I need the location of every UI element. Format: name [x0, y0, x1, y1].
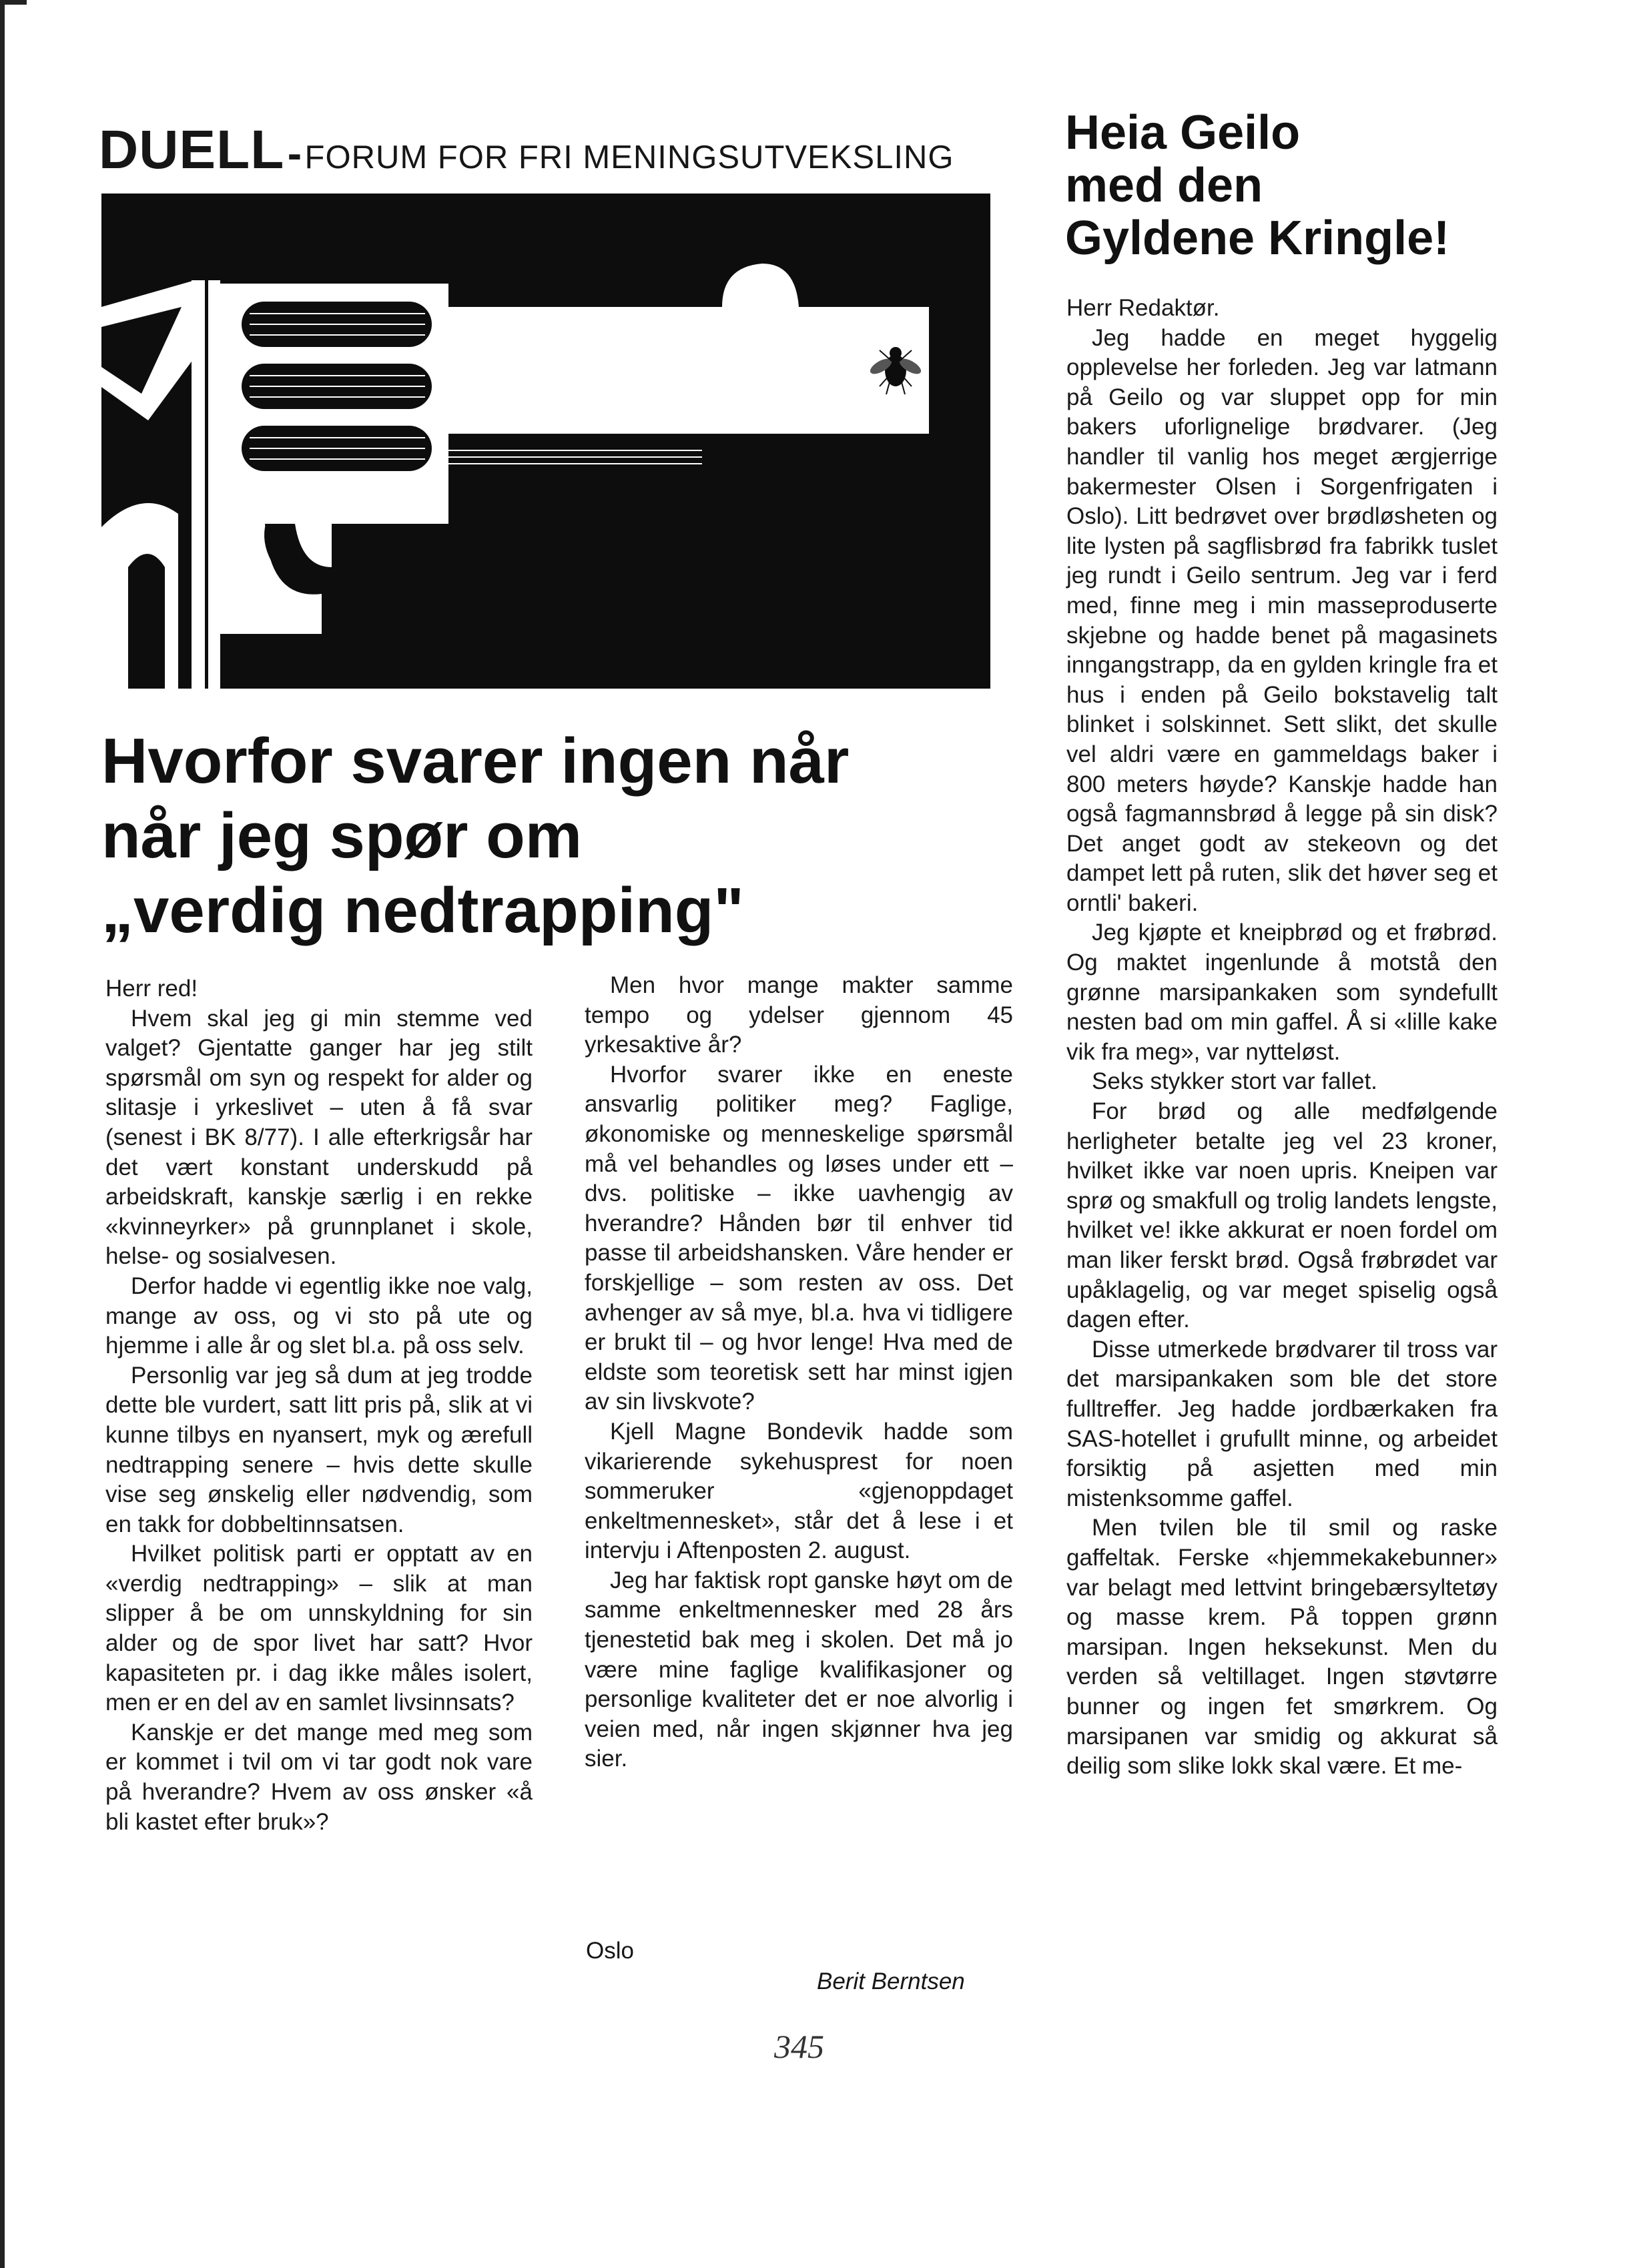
side-article-column — [1066, 294, 1498, 1782]
page-edge-top — [0, 0, 27, 5]
side-title-line: Heia Geilo — [1065, 106, 1301, 159]
section-dash: - — [287, 129, 302, 177]
section-brand: DUELL — [99, 119, 285, 180]
salutation: Herr Redaktør. — [1066, 295, 1220, 321]
side-title-line: Gyldene Kringle! — [1065, 212, 1450, 265]
main-title-line: Hvorfor svarer ingen når — [101, 725, 850, 797]
paragraph: Kanskje er det mange med meg som er kommet i tvil om vi tar godt nok vare på hverandre? Hvem av oss ønsker «å bli kastet efter bruk»? — [105, 1719, 533, 1835]
paragraph: Hvorfor svarer ikke en eneste ansvarlig politiker meg? Faglige, økonomiske og menneskelige spørsmål må vel behandles og løses under ett – dvs. politiske – ikke uavhengig av hverandre? Hånden bør til enhver tid passe til arbeidshansken. Våre hender er forskjellige – som resten av oss. Det avhenger av så mye, bl.a. hva vi tidligere er brukt til – og hvor lenge! Hva med de eldste som teoretisk sett har minst igjen av sin livskvote? — [585, 1061, 1013, 1415]
paragraph: Seks stykker stort var fallet. — [1092, 1068, 1377, 1095]
page-number: 345 — [774, 2028, 824, 2065]
section-subtitle: FORUM FOR FRI MENINGSUTVEKSLING — [304, 139, 954, 175]
paragraph: Kjell Magne Bondevik hadde som vikarierende sykehusprest for noen sommeruker «gjenoppdaget enkeltmennesket», står det å lese i et intervju i Aftenposten 2. august. — [585, 1418, 1013, 1564]
side-title-line: med den — [1065, 159, 1263, 212]
paragraph: Disse utmerkede brødvarer til tross var det marsipankaken som ble det store fulltreffer. Jeg hadde jordbærkaken fra SAS-hotellet i grufullt minne, og arbeidet forsiktig på asjetten med min mistenksomme gaffel. — [1066, 1336, 1498, 1511]
revolver-fly-illustration — [101, 194, 990, 689]
main-title-line: „verdig nedtrapping" — [101, 875, 744, 946]
paragraph: For brød og alle medfølgende herligheter betalte jeg vel 23 kroner, hvilket ikke var noen upris. Kneipen var sprø og smakfull og trolig landets lengste, hvilket ve! ikke akkurat er noen fordel om man liker ferskt brød. Også frøbrødet var upåklagelig, og var meget spiselig også dagen efter. — [1066, 1098, 1498, 1333]
paragraph: Hvem skal jeg gi min stemme ved valget? Gjentatte ganger har jeg stilt spørsmål om syn og respekt for alder og slitasje i yrkeslivet – uten å få svar (senest i BK 8/77). I alle efterkrigsår har det vært konstant underskudd på arbeidskraft, kanskje særlig i en rekke «kvinneyrker» på grunnplanet i skole, helse- og sosialvesen. — [105, 1005, 533, 1270]
paragraph: Men tvilen ble til smil og raske gaffeltak. Ferske «hjemmekakebunner» var belagt med lettvint bringebærsyltetøy og masse krem. På toppen grønn marsipan. Ingen heksekunst. Men du verden så veltillaget. Ingen støvtørre bunner og ingen fet smørkrem. Og marsipanen var smidig og akkurat så deilig som slike lokk skal være. Et me- — [1066, 1515, 1498, 1780]
paragraph: Hvilket politisk parti er opptatt av en «verdig nedtrapping» – slik at man slipper å be om unnskyldning for sin alder og de spor livet har satt? Hvor kapasiteten pr. i dag ikke måles isolert, men er en del av en samlet livsinnsats? — [105, 1541, 533, 1716]
salutation: Herr red! — [105, 976, 198, 1002]
side-article-title — [1065, 107, 1532, 265]
paragraph: Jeg kjøpte et kneipbrød og et frøbrød. Og maktet ingenlunde å motstå den grønne marsipankaken som syndefullt nesten bad om min gaffel. Å si «lille kake vik fra meg», var nytteløst. — [1066, 919, 1498, 1065]
paragraph: Personlig var jeg så dum at jeg trodde dette ble vurdert, satt litt pris på, slik at vi kunne tilbys en nyansert, myk og ærefull nedtrapping senere – hvis dette skulle vise seg ønskelig eller nødvendig, som en takk for dobbeltinnsatsen. — [105, 1362, 533, 1537]
section-heading — [99, 119, 1020, 181]
letter-place: Oslo — [586, 1938, 634, 1964]
main-article-title — [101, 724, 1036, 948]
main-article-column-2 — [585, 971, 1013, 1774]
paragraph: Men hvor mange makter samme tempo og ydelser gjennom 45 yrkesaktive år? — [585, 972, 1013, 1058]
main-title-line: når jeg spør om — [101, 800, 583, 871]
paragraph: Derfor hadde vi egentlig ikke noe valg, mange av oss, og vi sto på ute og hjemme i alle år og slet bl.a. på oss selv. — [105, 1272, 533, 1359]
paragraph: Jeg har faktisk ropt ganske høyt om de samme enkeltmennesker med 28 års tjenestetid bak meg i skolen. Det må jo være mine faglige kvalifikasjoner og personlige kvaliteter det er noe alvorlig i veien med, når ingen skjønner hva jeg sier. — [585, 1567, 1013, 1772]
author-signature: Berit Berntsen — [817, 1968, 965, 1994]
paragraph: Jeg hadde en meget hyggelig opplevelse her forleden. Jeg var latmann på Geilo og var sluppet opp for min bakers uforlignelige brødvarer. (Jeg handler til vanlig hos meget ærgjerrige bakermester Olsen i Sorgenfrigaten i Oslo). Litt bedrøvet over brødløsheten og lite lysten på sagflisbrød fra fabrikk tuslet jeg rundt i Geilo sentrum. Jeg var i ferd med, finne meg i min masseproduserte skjebne og hadde benet på magasinets inngangstrapp, da en gylden kringle fra et hus i enden på Geilo bokstavelig talt blinket i solskinnet. Sett slikt, det skulle vel aldri være en gammeldags baker i 800 meters høyde? Kanskje hadde han også fagmannsbrød å legge på sin disk? Det anget godt av stekeovn og det dampet lett på ruten, slik det høver seg et orntli' bakeri. — [1066, 324, 1498, 916]
page-edge — [0, 0, 5, 2268]
main-article-column-1 — [105, 974, 533, 1837]
